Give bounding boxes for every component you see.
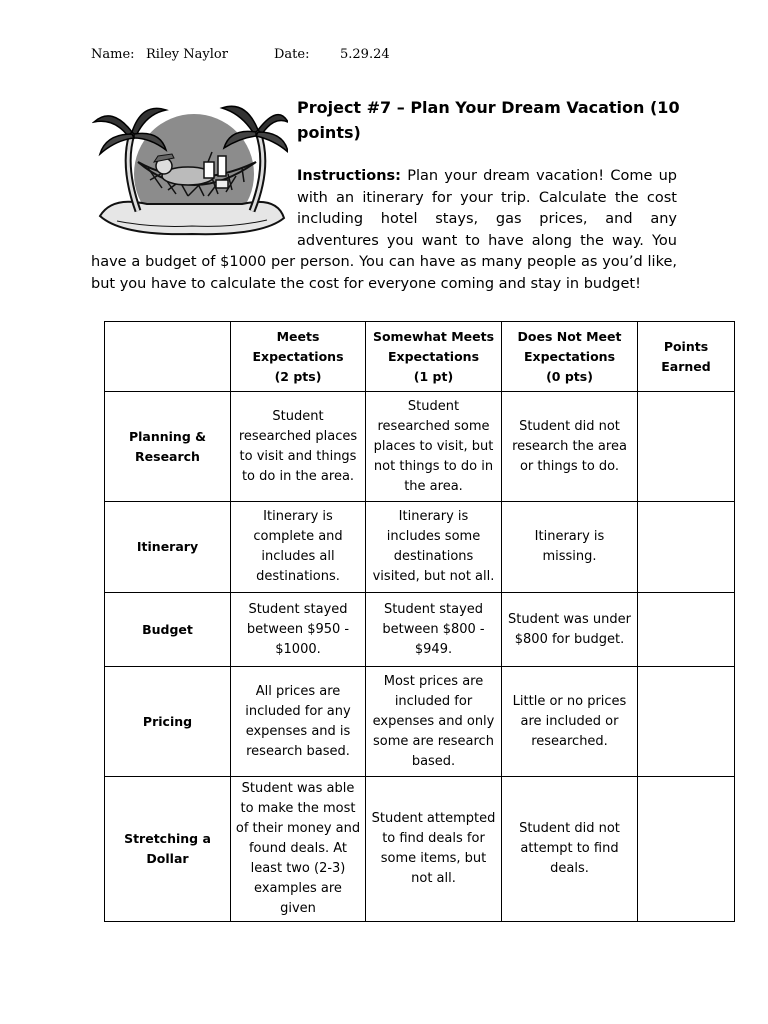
instructions-text: Plan your dream vacation! Come up with an itinerary for your trip. Calculate the cost including hotel stays, gas prices, and any adventures you want to have along the way. You have a budget of $1000 per person. You can have as many people as you’d like, but you have to calculate the cost for everyone coming and stay in budget! [91, 168, 677, 292]
rubric-header-category [105, 322, 231, 392]
rubric-points-cell[interactable] [638, 667, 735, 777]
rubric-meets-cell: Student researched places to visit and things to do in the area. [231, 392, 366, 502]
rubric-table [104, 321, 735, 922]
header [91, 47, 390, 62]
rubric-meets-cell: Itinerary is complete and includes all destinations. [231, 502, 366, 593]
rubric-header-row [105, 322, 735, 392]
rubric-points-cell[interactable] [638, 502, 735, 593]
rubric-does-not-cell: Itinerary is missing. [502, 502, 638, 593]
rubric-header-somewhat: Somewhat Meets Expectations (1 pt) [366, 322, 502, 392]
rubric-row-stretching [105, 777, 735, 922]
rubric-points-cell[interactable] [638, 392, 735, 502]
rubric-category-cell: Budget [105, 593, 231, 667]
rubric-header-meets: Meets Expectations (2 pts) [231, 322, 366, 392]
rubric-row-planning [105, 392, 735, 502]
rubric-meets-cell: Student was able to make the most of their money and found deals. At least two (2-3) examples are given [231, 777, 366, 922]
rubric-row-budget [105, 593, 735, 667]
project-title: Project #7 – Plan Your Dream Vacation (10 points) [297, 98, 680, 142]
name-value: Riley Naylor [146, 47, 228, 62]
rubric-category-cell: Pricing [105, 667, 231, 777]
rubric-somewhat-cell: Student researched some places to visit, but not things to do in the area. [366, 392, 502, 502]
rubric-meets-cell: All prices are included for any expenses and is research based. [231, 667, 366, 777]
instructions-paragraph [91, 166, 677, 295]
rubric-does-not-cell: Student did not attempt to find deals. [502, 777, 638, 922]
rubric-somewhat-cell: Student attempted to find deals for some items, but not all. [366, 777, 502, 922]
date-label: Date: [274, 47, 310, 62]
rubric-category-cell: Planning & Research [105, 392, 231, 502]
rubric-somewhat-cell: Student stayed between $800 - $949. [366, 593, 502, 667]
rubric-row-pricing [105, 667, 735, 777]
date-value: 5.29.24 [340, 47, 390, 62]
rubric-header-does-not: Does Not Meet Expectations (0 pts) [502, 322, 638, 392]
rubric-does-not-cell: Little or no prices are included or researched. [502, 667, 638, 777]
rubric-row-itinerary [105, 502, 735, 593]
clipart-text-wrap-spacer [91, 166, 297, 252]
rubric-somewhat-cell: Itinerary is includes some destinations visited, but not all. [366, 502, 502, 593]
rubric-does-not-cell: Student did not research the area or things to do. [502, 392, 638, 502]
rubric-points-cell[interactable] [638, 593, 735, 667]
name-label: Name: [91, 47, 135, 62]
rubric-header-points: Points Earned [638, 322, 735, 392]
rubric-points-cell[interactable] [638, 777, 735, 922]
rubric-does-not-cell: Student was under $800 for budget. [502, 593, 638, 667]
instructions-label: Instructions: [297, 168, 401, 184]
rubric-somewhat-cell: Most prices are included for expenses and only some are research based. [366, 667, 502, 777]
rubric-meets-cell: Student stayed between $950 - $1000. [231, 593, 366, 667]
rubric-category-cell: Itinerary [105, 502, 231, 593]
rubric-category-cell: Stretching a Dollar [105, 777, 231, 922]
